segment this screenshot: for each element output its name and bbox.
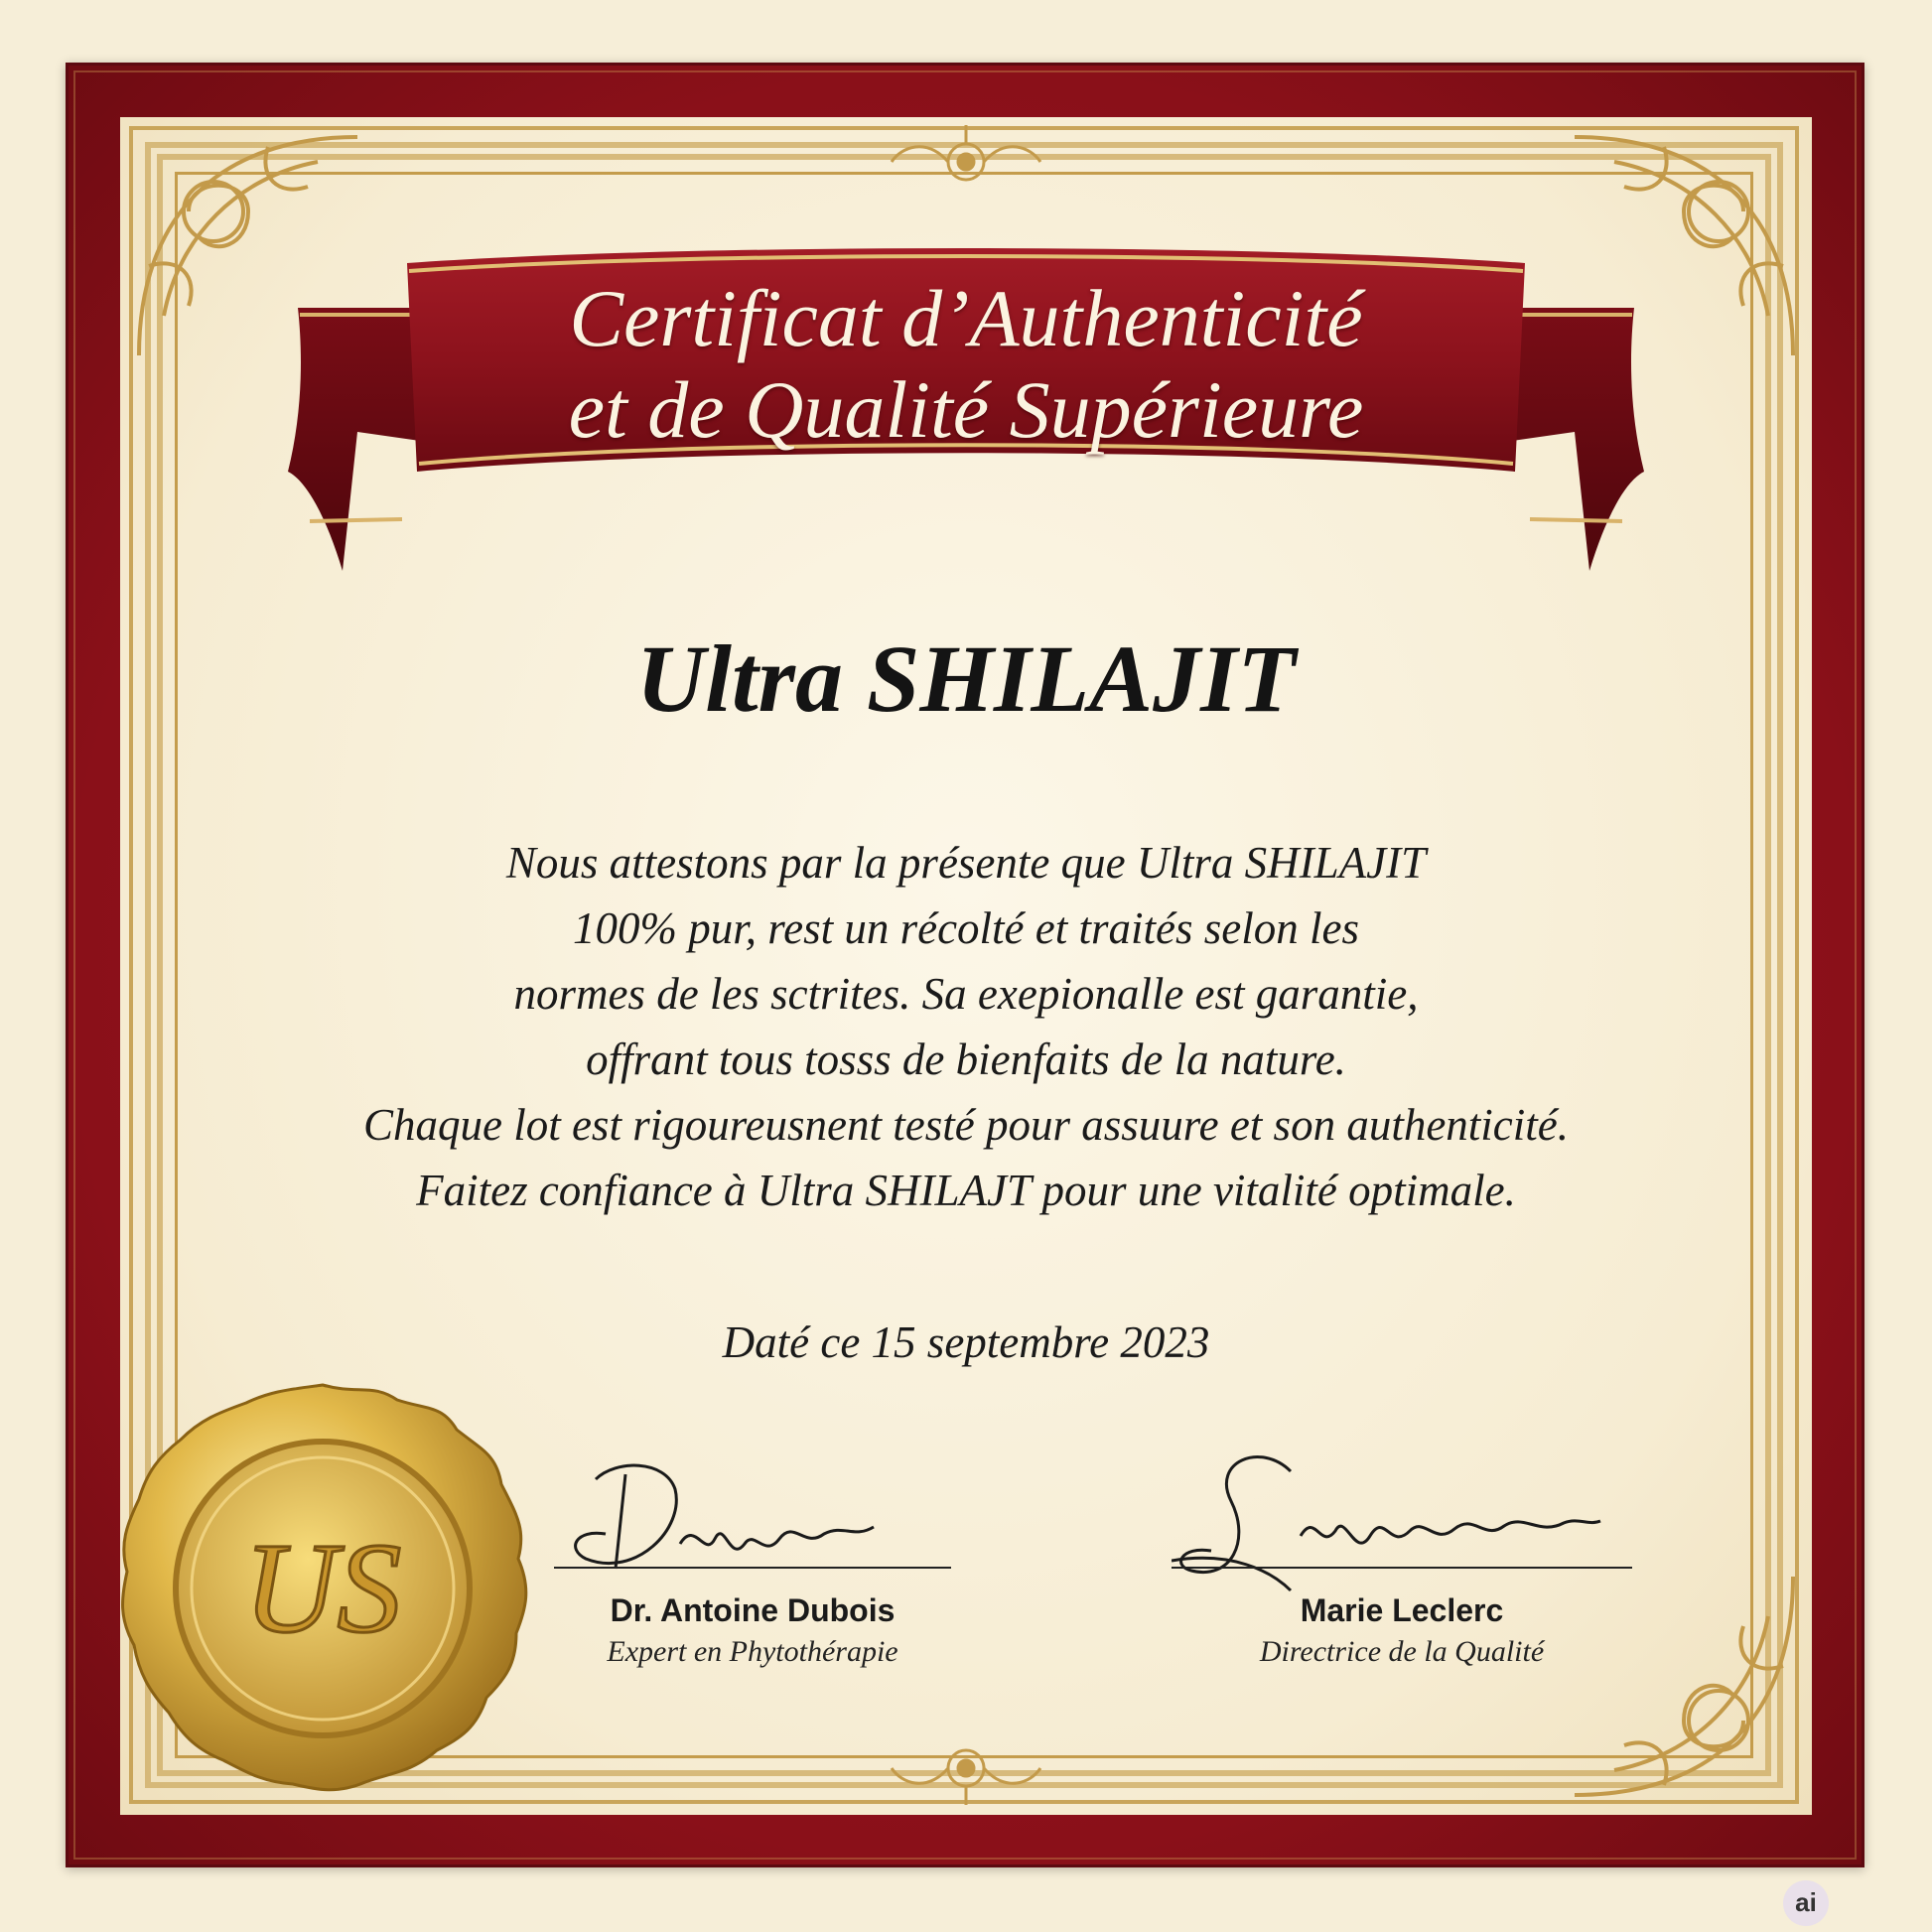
issue-date: Daté ce 15 septembre 2023	[722, 1317, 1210, 1367]
seal-monogram: US	[243, 1517, 402, 1660]
ai-badge: ai	[1783, 1880, 1829, 1926]
signatory-role: Directrice de la Qualité	[1259, 1635, 1545, 1668]
certificate-title-line2: et de Qualité Supérieure	[568, 364, 1364, 455]
attestation-line: 100% pur, rest un récolté et traités selon les	[573, 903, 1359, 953]
attestation-text	[199, 830, 1733, 1223]
center-bottom-ornament-icon	[887, 1724, 1045, 1813]
certificate-title-line1: Certificat d’Authenticité	[569, 273, 1363, 363]
attestation-line: normes de les sctrites. Sa exepionalle est garantie,	[513, 969, 1419, 1019]
signatory-block-2	[1172, 1592, 1632, 1669]
product-name: Ultra SHILAJIT	[635, 625, 1297, 732]
signature-line	[554, 1567, 951, 1569]
signatory-role: Expert en Phytothérapie	[607, 1635, 898, 1668]
gold-seal-icon	[109, 1375, 536, 1802]
center-top-ornament-icon	[887, 117, 1045, 207]
attestation-line: offrant tous tosss de bienfaits de la nature.	[586, 1035, 1346, 1084]
signatory-block-1	[554, 1592, 951, 1669]
attestation-line: Nous attestons par la présente que Ultra SHILAJIT	[505, 838, 1427, 888]
signature-scribble-2	[1172, 1442, 1608, 1600]
attestation-line: Chaque lot est rigoureusnent testé pour assuure et son authenticité.	[362, 1100, 1570, 1150]
signatory-name: Dr. Antoine Dubois	[610, 1592, 896, 1628]
attestation-line: Faitez confiance à Ultra SHILAJT pour une vitalité optimale.	[416, 1166, 1516, 1215]
signature-line	[1172, 1567, 1632, 1569]
signatory-name: Marie Leclerc	[1300, 1592, 1504, 1628]
